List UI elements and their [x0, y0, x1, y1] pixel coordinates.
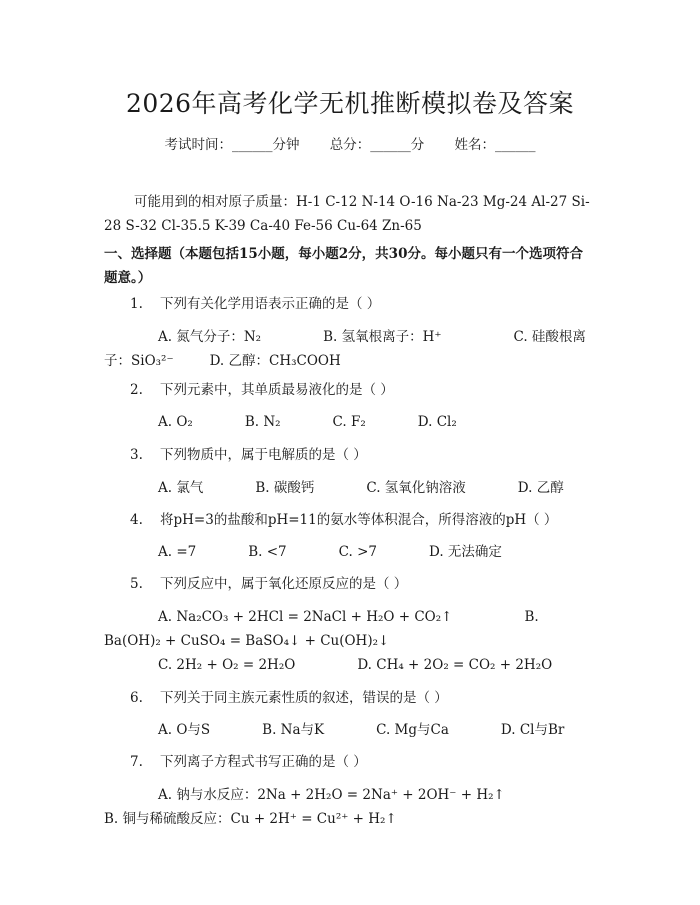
option-d: D. 无法确定 — [428, 544, 502, 560]
option-a: A. 氯气 — [158, 480, 204, 496]
option-d: D. 乙醇 — [517, 480, 564, 496]
option-a: A. O₂ — [158, 414, 193, 430]
question-4 — [130, 508, 590, 532]
option-b: B. N₂ — [244, 414, 281, 430]
question-number: 2. — [130, 382, 143, 398]
section-heading-multiple-choice: 一、选择题（本题包括15小题，每小题2分，共30分。每小题只有一个选项符合题意。） — [104, 246, 583, 286]
page-title: 2026年高考化学无机推断模拟卷及答案 — [125, 89, 575, 118]
option-c: C. 硅酸根离子：SiO₃²⁻ — [104, 329, 586, 369]
question-number: 1. — [130, 296, 143, 312]
question-number: 5. — [130, 576, 143, 592]
option-c: C. 2H₂ + O₂ = 2H₂O — [158, 657, 296, 673]
option-a: A. 钠与水反应：2Na + 2H₂O = 2Na⁺ + 2OH⁻ + H₂↑ — [158, 787, 505, 803]
question-7 — [130, 750, 590, 774]
option-c: C. Mg与Ca — [376, 722, 449, 738]
question-5 — [130, 572, 590, 596]
option-b: B. <7 — [248, 544, 287, 560]
question-2-options — [104, 410, 590, 434]
question-stem: 下列关于同主族元素性质的叙述，错误的是（ ） — [160, 690, 448, 706]
question-1-options — [104, 325, 590, 373]
total-score-field: 总分：______分 — [329, 137, 425, 153]
question-number: 7. — [130, 754, 143, 770]
question-stem: 下列离子方程式书写正确的是（ ） — [160, 754, 367, 770]
question-3-options — [104, 476, 590, 500]
option-a: A. =7 — [158, 544, 197, 560]
question-7-options — [104, 783, 590, 831]
option-b: B. 氢氧根离子：H⁺ — [323, 329, 442, 345]
exam-info-line — [0, 133, 700, 153]
student-name-field: 姓名：______ — [454, 137, 536, 153]
question-stem: 下列反应中，属于氧化还原反应的是（ ） — [160, 576, 408, 592]
option-b: B. 碳酸钙 — [255, 480, 315, 496]
option-d: D. CH₄ + 2O₂ = CO₂ + 2H₂O — [357, 657, 553, 673]
option-a: A. O与S — [158, 722, 211, 738]
option-d: D. 乙醇：CH₃COOH — [209, 353, 341, 369]
question-5-options-cd — [104, 653, 590, 677]
question-stem: 下列元素中，其单质最易液化的是（ ） — [160, 382, 394, 398]
question-6-options — [104, 718, 590, 742]
question-number: 4. — [130, 512, 143, 528]
option-c: C. >7 — [338, 544, 377, 560]
question-1 — [130, 292, 590, 316]
question-2 — [130, 378, 590, 402]
question-number: 6. — [130, 690, 143, 706]
question-stem: 将pH=3的盐酸和pH=11的氨水等体积混合，所得溶液的pH（ ） — [160, 512, 558, 528]
option-c: C. F₂ — [332, 414, 366, 430]
option-d: D. Cl与Br — [500, 722, 565, 738]
atomic-mass-note: 可能用到的相对原子质量：H-1 C-12 N-14 O-16 Na-23 Mg-24 Al-27 Si-28 S-32 Cl-35.5 K-39 Ca-40 Fe-56 Cu-64 Zn-65 — [104, 194, 590, 234]
question-5-options-ab — [104, 605, 590, 653]
question-4-options — [104, 540, 590, 564]
option-b: B. Na与K — [262, 722, 325, 738]
option-c: C. 氢氧化钠溶液 — [366, 480, 466, 496]
option-d: D. Cl₂ — [417, 414, 457, 430]
option-a: A. Na₂CO₃ + 2HCl = 2NaCl + H₂O + CO₂↑ — [158, 609, 453, 625]
question-3 — [130, 443, 590, 467]
option-b: B. Ba(OH)₂ + CuSO₄ = BaSO₄↓ + Cu(OH)₂↓ — [104, 609, 539, 649]
question-stem: 下列物质中，属于电解质的是（ ） — [160, 447, 367, 463]
option-a: A. 氮气分子：N₂ — [158, 329, 262, 345]
question-stem: 下列有关化学用语表示正确的是（ ） — [160, 296, 381, 312]
question-6 — [130, 686, 590, 710]
question-number: 3. — [130, 447, 143, 463]
exam-time-field: 考试时间：______分钟 — [164, 137, 300, 153]
option-b: B. 铜与稀硫酸反应：Cu + 2H⁺ = Cu²⁺ + H₂↑ — [104, 811, 397, 827]
